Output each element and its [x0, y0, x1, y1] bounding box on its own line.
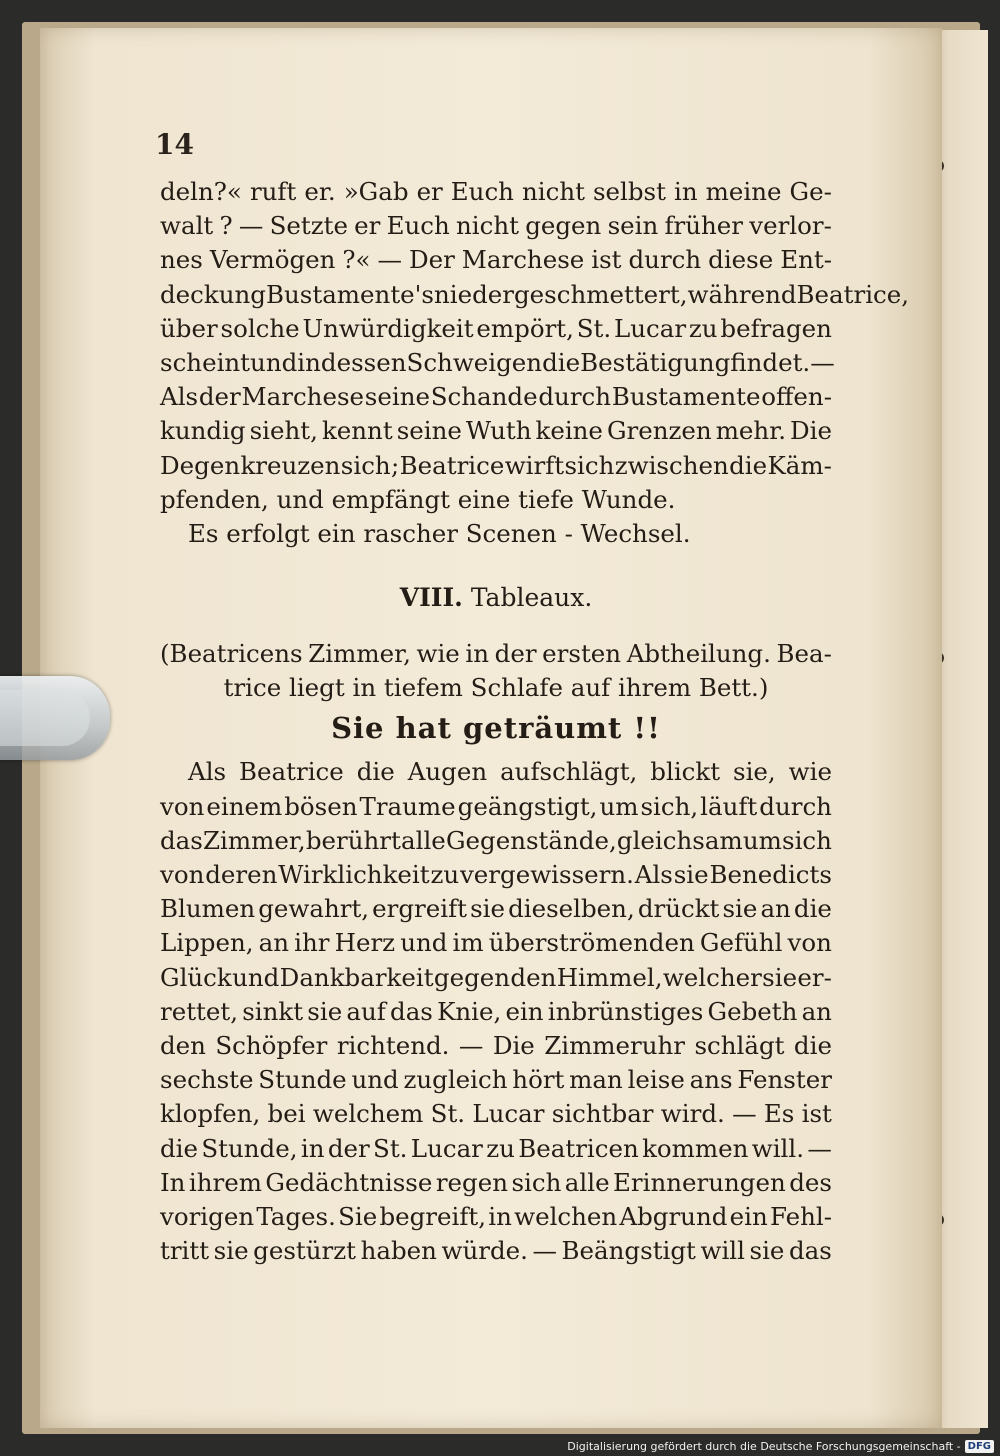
- word: gegen: [433, 962, 511, 992]
- word: geängstigt,: [457, 791, 598, 821]
- word: sie,: [733, 757, 776, 787]
- word: kennt: [321, 416, 393, 446]
- word: in: [465, 639, 490, 669]
- text-line: [160, 1200, 832, 1234]
- word: gestürzt: [253, 1236, 356, 1266]
- word: in: [297, 347, 321, 377]
- word: findet.: [730, 347, 811, 377]
- text-line: [160, 380, 832, 414]
- word: um: [599, 791, 639, 821]
- word: Tages.: [256, 1201, 336, 1231]
- word: befragen: [720, 313, 832, 343]
- word: des: [789, 1167, 832, 1197]
- scene-change-line: [160, 517, 832, 551]
- word: zwischen: [614, 450, 729, 480]
- word: deckung: [160, 279, 266, 309]
- word: Es: [763, 1099, 795, 1129]
- word: und: [351, 1065, 399, 1095]
- word: von: [160, 791, 205, 821]
- word: läuft: [700, 791, 758, 821]
- word: deren: [205, 860, 278, 889]
- word: und: [400, 928, 448, 958]
- word: Beatrice,: [796, 279, 910, 309]
- text-line: [160, 449, 832, 483]
- word: einem: [206, 791, 283, 821]
- text-line: [160, 312, 832, 346]
- word: Benedicts: [709, 860, 832, 889]
- word: zu: [688, 313, 718, 343]
- word: Knie,: [437, 996, 502, 1026]
- word: Vermögen: [209, 245, 336, 275]
- text-line: [160, 175, 832, 209]
- word: St.: [430, 1099, 466, 1129]
- word: empört,: [476, 313, 574, 343]
- word: Glück: [160, 962, 232, 992]
- word: man: [569, 1065, 623, 1095]
- text-line: [160, 1234, 832, 1268]
- word: Blumen: [160, 894, 256, 924]
- word: St.: [576, 313, 612, 343]
- word: Marchese: [461, 245, 585, 275]
- word: St.: [373, 1133, 408, 1163]
- word: ans: [689, 1065, 733, 1095]
- stage-direction-line: trice liegt in tiefem Schlafe auf ihrem Bett.): [223, 673, 769, 703]
- text-line: [160, 995, 832, 1029]
- word: alle: [401, 825, 446, 855]
- word: Schande: [430, 382, 538, 412]
- word: Dankbarkeit: [279, 962, 434, 992]
- word: das: [789, 1236, 832, 1266]
- word: Setzte: [269, 211, 348, 241]
- word: seine: [396, 416, 462, 446]
- word: sein: [607, 211, 659, 241]
- word: sich,: [640, 791, 699, 821]
- word: sich: [564, 450, 615, 480]
- word: ist: [801, 1099, 832, 1129]
- word: Traume: [359, 791, 456, 821]
- word: nicht: [521, 177, 585, 206]
- word: er-: [797, 962, 832, 992]
- word: sieht,: [249, 416, 318, 446]
- word: über: [160, 313, 218, 343]
- word: Marchese: [241, 382, 365, 412]
- word: wie: [416, 639, 460, 669]
- word: Bestätigung: [580, 347, 731, 377]
- word: der: [494, 639, 537, 669]
- word: sie: [307, 996, 343, 1026]
- word: ?«: [342, 245, 371, 275]
- word: will.: [751, 1133, 805, 1163]
- text-line: [160, 1097, 832, 1131]
- word: welcher: [662, 962, 762, 992]
- text-line: [160, 243, 832, 277]
- word: deln?«: [160, 177, 242, 206]
- word: Wuth: [465, 416, 532, 446]
- word: nes: [160, 245, 203, 275]
- word: zugleich: [403, 1065, 508, 1095]
- word: Degen: [160, 450, 241, 480]
- word: klopfen,: [160, 1099, 261, 1129]
- word: die: [729, 450, 768, 480]
- text-line: [160, 926, 832, 960]
- word: —: [377, 245, 402, 275]
- paragraph-2: [160, 755, 832, 1268]
- word: solche: [220, 313, 300, 343]
- word: Gedächtnisse: [265, 1167, 433, 1197]
- word: auf: [346, 996, 386, 1026]
- word: in: [488, 1201, 512, 1231]
- word: Euch: [386, 211, 450, 241]
- word: an: [258, 928, 290, 958]
- word: wie: [788, 757, 832, 787]
- stage-direction-line: [160, 637, 832, 671]
- word: sich: [511, 1167, 562, 1197]
- word: Als: [160, 382, 199, 412]
- text-line: [160, 278, 910, 312]
- word: diese: [708, 245, 774, 275]
- scene-change-text: Es erfolgt ein rascher Scenen - Wechsel.: [188, 518, 691, 548]
- tableau-heading: [160, 581, 832, 615]
- word: regen: [435, 1167, 508, 1197]
- word: verlor-: [749, 211, 832, 241]
- word: zu: [430, 860, 460, 889]
- word: rettet,: [160, 996, 239, 1026]
- word: offen-: [761, 382, 832, 412]
- word: ruft: [249, 177, 297, 206]
- word: bösen: [284, 791, 358, 821]
- word: während: [687, 279, 797, 309]
- word: Sie: [338, 1201, 378, 1231]
- word: keine: [535, 416, 603, 446]
- word: richtend.: [336, 1030, 450, 1060]
- word: scheint: [160, 347, 251, 377]
- word: inbrünstiges: [547, 996, 704, 1026]
- word: ersten: [542, 639, 622, 669]
- word: der: [198, 382, 241, 412]
- word: durch: [759, 791, 832, 821]
- word: sich: [782, 825, 832, 855]
- word: ein: [505, 996, 544, 1026]
- word: seine: [364, 382, 430, 412]
- word: sie: [470, 894, 505, 924]
- book-page: [40, 28, 942, 1428]
- word: Die: [790, 416, 832, 446]
- tableau-numeral: VIII.: [399, 583, 463, 613]
- word: Gebeth: [707, 996, 798, 1026]
- word: und: [232, 962, 280, 992]
- word: im: [452, 928, 484, 958]
- word: Bea-: [776, 639, 832, 669]
- tableau-label: Tableaux.: [470, 583, 593, 613]
- word: ?: [219, 211, 233, 241]
- page-clip: [0, 676, 110, 760]
- word: Gefühl: [699, 928, 783, 958]
- word: meine: [705, 177, 782, 206]
- word: wirft: [504, 450, 565, 480]
- word: ihr: [294, 928, 330, 958]
- text-line: [160, 1166, 832, 1200]
- text-line: [160, 414, 832, 448]
- text-line: [160, 790, 832, 824]
- word: das: [160, 825, 203, 855]
- word: vergewissern.: [459, 860, 634, 889]
- word: Lippen,: [160, 928, 254, 958]
- word: Fehl-: [769, 1201, 832, 1231]
- page-number: 14: [155, 128, 194, 161]
- word: mehr.: [715, 416, 787, 446]
- text-line: [160, 346, 835, 380]
- page-text: [160, 175, 910, 1268]
- word: gleichsam: [616, 825, 743, 855]
- word: »Gab: [343, 177, 409, 206]
- word: Fenster: [737, 1065, 832, 1095]
- word: Bustamente: [611, 382, 761, 412]
- word: will: [700, 1236, 745, 1266]
- word: Zimmer,: [203, 825, 306, 855]
- word: Der: [408, 245, 455, 275]
- digitization-credit: [567, 1440, 994, 1453]
- word: ihrem: [188, 1167, 262, 1197]
- word: Abtheilung.: [626, 639, 771, 669]
- word: durch: [628, 245, 702, 275]
- word: tritt: [160, 1236, 210, 1266]
- word: Beängstigt: [561, 1236, 696, 1266]
- word: Wirklichkeit: [278, 860, 430, 889]
- word: Als: [188, 757, 227, 787]
- word: Herz: [334, 928, 396, 958]
- word: in: [300, 1133, 325, 1163]
- word: in: [674, 177, 698, 206]
- word: ergreift: [372, 894, 468, 924]
- word: alle: [564, 1167, 610, 1197]
- text-line: [160, 483, 832, 517]
- word: aufschlägt,: [500, 757, 638, 787]
- word: selbst: [592, 177, 666, 206]
- dfg-logo: DFG: [965, 1440, 994, 1453]
- text-line: [160, 824, 832, 858]
- word: Zimmeruhr: [544, 1030, 686, 1060]
- word: —: [238, 211, 264, 241]
- word: walt: [160, 211, 214, 241]
- word: (Beatricens: [160, 639, 303, 669]
- word: würde.: [441, 1236, 528, 1266]
- word: Ge-: [789, 177, 832, 206]
- word: niedergeschmettert,: [433, 279, 688, 309]
- word: —: [810, 347, 835, 377]
- word: durch: [538, 382, 612, 412]
- word: von: [160, 860, 205, 889]
- word: Lucar: [613, 313, 687, 343]
- word: Beatrice: [239, 757, 344, 787]
- word: —: [807, 1133, 832, 1163]
- word: —: [732, 1099, 757, 1129]
- word: Die: [492, 1030, 535, 1060]
- word: Als: [634, 860, 673, 889]
- word: bei: [267, 1099, 306, 1129]
- word: hört: [512, 1065, 565, 1095]
- word: kreuzen: [240, 450, 341, 480]
- text-line: [160, 1132, 832, 1166]
- word: sie: [722, 894, 758, 924]
- word: gewahrt,: [258, 894, 370, 924]
- word: Abgrund: [619, 1201, 728, 1231]
- word: ;: [391, 450, 400, 480]
- word: den: [510, 962, 557, 992]
- word: In: [160, 1167, 186, 1197]
- word: schlägt: [694, 1030, 785, 1060]
- word: sie: [749, 1236, 785, 1266]
- word: welchen: [514, 1201, 618, 1231]
- word: sichtbar: [551, 1099, 654, 1129]
- word: Käm-: [767, 450, 832, 480]
- word: sie: [673, 860, 709, 889]
- word: Bustamente's: [266, 279, 434, 309]
- text-line: [160, 892, 832, 926]
- word: begreift,: [379, 1201, 487, 1231]
- word: um: [742, 825, 782, 855]
- text-line: [160, 755, 832, 789]
- word: der: [327, 1133, 370, 1163]
- word: blickt: [650, 757, 721, 787]
- credit-text: Digitalisierung gefördert durch die Deutsche Forschungsgemeinschaft -: [567, 1440, 961, 1453]
- word: kommen: [642, 1133, 749, 1163]
- text-line: [160, 961, 832, 995]
- word: —: [532, 1236, 557, 1266]
- word: die: [793, 1030, 832, 1060]
- text-line: [160, 1029, 832, 1063]
- word: Zimmer,: [308, 639, 411, 669]
- word: Augen: [407, 757, 488, 787]
- word: sechste: [160, 1065, 254, 1095]
- text-line: [160, 858, 832, 892]
- word: Schweigen: [406, 347, 543, 377]
- word: Grenzen: [606, 416, 712, 446]
- word: sinkt: [242, 996, 304, 1026]
- word: an: [760, 894, 791, 924]
- word: gegen: [525, 211, 602, 241]
- word: Schöpfer: [215, 1030, 328, 1060]
- word: sie: [762, 962, 798, 992]
- word: Lucar: [472, 1099, 545, 1129]
- word: —: [458, 1030, 484, 1060]
- word: Stunde,: [201, 1133, 298, 1163]
- word: den: [160, 1030, 206, 1060]
- word: Beatrice: [399, 450, 505, 480]
- word: Stunde: [258, 1065, 347, 1095]
- text-line: [160, 1063, 832, 1097]
- word: haben: [360, 1236, 437, 1266]
- word: er: [416, 177, 443, 206]
- word: er.: [304, 177, 336, 206]
- word: sie: [213, 1236, 249, 1266]
- word: von: [787, 928, 832, 958]
- word: Euch: [450, 177, 514, 206]
- word: ist: [591, 245, 622, 275]
- page-clip-highlight: [0, 690, 90, 746]
- word: Beatricen: [518, 1133, 639, 1163]
- word: leise: [627, 1065, 685, 1095]
- word: und: [250, 347, 298, 377]
- word: die: [356, 757, 395, 787]
- word: Unwürdigkeit: [302, 313, 474, 343]
- paragraph-1: [160, 175, 910, 517]
- word: dieselben,: [508, 894, 635, 924]
- word: Himmel,: [556, 962, 663, 992]
- stage-direction: [160, 637, 832, 705]
- word: welchem: [312, 1099, 424, 1129]
- text-line: [160, 209, 832, 243]
- word: Erinnerungen: [613, 1167, 786, 1197]
- word: sich: [340, 450, 391, 480]
- word: ein: [729, 1201, 768, 1231]
- word: Gegenstände,: [445, 825, 617, 855]
- word: an: [801, 996, 832, 1026]
- word: vorigen: [160, 1201, 255, 1231]
- word: früher: [664, 211, 744, 241]
- word: das: [390, 996, 433, 1026]
- word: er: [354, 211, 381, 241]
- text-line-content: pfenden, und empfängt eine tiefe Wunde.: [160, 484, 676, 514]
- word: die: [542, 347, 581, 377]
- word: Ent-: [780, 245, 832, 275]
- word: zu: [486, 1133, 515, 1163]
- word: dessen: [320, 347, 407, 377]
- word: Lucar: [410, 1133, 483, 1163]
- word: die: [793, 894, 832, 924]
- word: wird.: [660, 1099, 725, 1129]
- word: berührt: [305, 825, 401, 855]
- word: überströmenden: [488, 928, 695, 958]
- word: kundig: [160, 416, 246, 446]
- word: drückt: [637, 894, 720, 924]
- word: nicht: [456, 211, 519, 241]
- section-title: Sie hat geträumt !!: [331, 711, 661, 746]
- word: die: [160, 1133, 199, 1163]
